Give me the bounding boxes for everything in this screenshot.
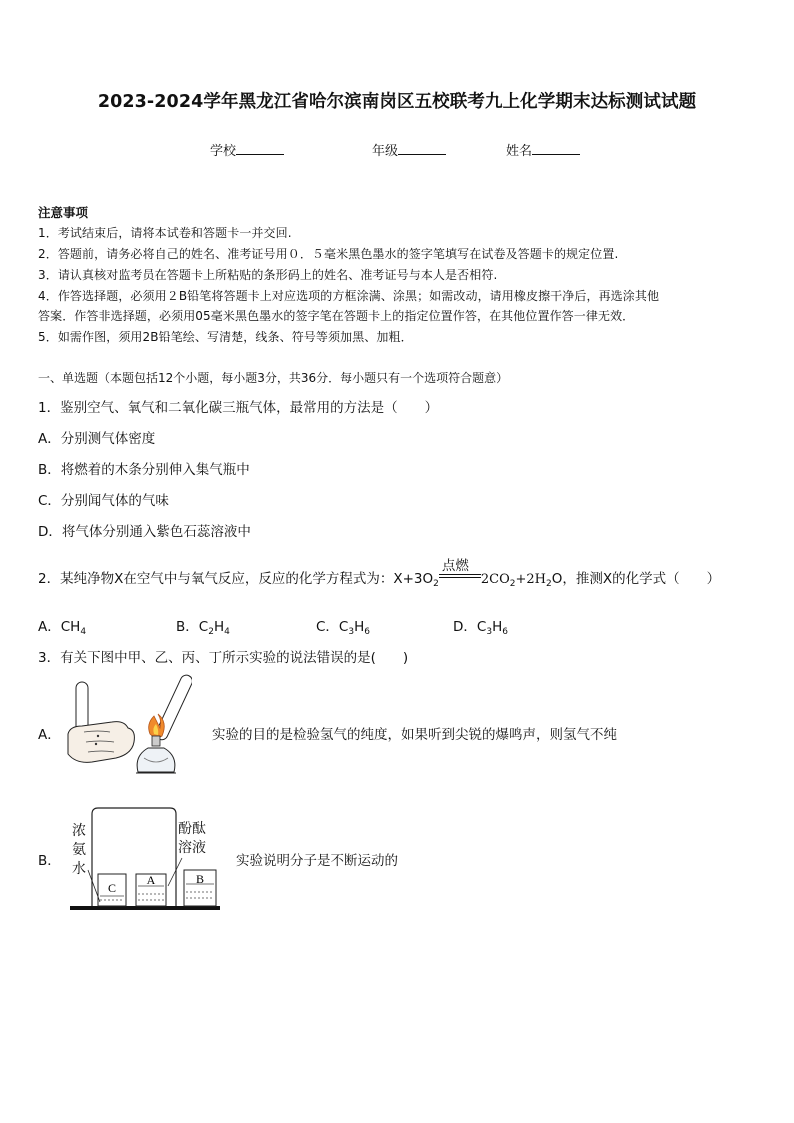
- q1-option-b[interactable]: B．将燃着的木条分别伸入集气瓶中: [38, 462, 250, 478]
- q1-option-d[interactable]: D．将气体分别通入紫色石蕊溶液中: [38, 524, 251, 540]
- option-subscript: 2: [208, 627, 214, 637]
- school-blank[interactable]: [236, 142, 284, 155]
- name-label: 姓名: [506, 144, 533, 159]
- q2-subscript: 2: [546, 579, 552, 589]
- ammonia-label: [72, 822, 86, 879]
- school-label: 学校: [210, 144, 237, 159]
- label-char: 氨: [72, 842, 86, 858]
- option-text: H: [354, 619, 365, 635]
- label-char: 浓: [72, 823, 86, 839]
- option-text: C．C: [316, 619, 349, 635]
- q2-option-a[interactable]: [38, 615, 86, 637]
- grade-blank[interactable]: [398, 142, 446, 155]
- q2-subscript: 2: [433, 579, 439, 589]
- question-3-stem: 3．有关下图中甲、乙、丙、丁所示实验的说法错误的是( ): [38, 650, 409, 666]
- q2-product-co2: 2CO: [480, 572, 510, 587]
- hydrogen-purity-test-figure: [62, 672, 192, 784]
- beaker-a-label: A: [146, 873, 156, 887]
- reaction-condition: 点燃: [441, 558, 469, 574]
- reaction-arrow: [439, 558, 481, 585]
- question-2-stem: [38, 558, 721, 589]
- note-item: 3．请认真核对监考员在答题卡上所粘贴的条形码上的姓名、准考证号与本人是否相符.: [38, 268, 498, 282]
- q3-option-b-label[interactable]: B．: [38, 853, 61, 869]
- q3-option-b-text[interactable]: 实验说明分子是不断运动的: [236, 853, 398, 869]
- option-subscript: 3: [486, 627, 493, 637]
- exam-title: 2023-2024学年黑龙江省哈尔滨南岗区五校联考九上化学期末达标测试试题: [97, 92, 697, 112]
- option-text: H: [492, 619, 503, 635]
- option-text: D．C: [453, 619, 487, 635]
- option-subscript: 3: [348, 627, 355, 637]
- grade-label: 年级: [372, 144, 399, 159]
- option-text: H: [213, 619, 225, 635]
- beaker-c-label: C: [107, 881, 117, 895]
- school-field: [210, 140, 284, 159]
- q3-option-a-text[interactable]: 实验的目的是检验氢气的纯度，如果听到尖锐的爆鸣声，则氢气不纯: [212, 727, 617, 743]
- label-text: 酚酞: [178, 821, 206, 837]
- note-item: 1．考试结束后，请将本试卷和答题卡一并交回.: [38, 226, 292, 240]
- phenolphthalein-label: [178, 820, 206, 858]
- note-item: 4．作答选择题，必须用２B铅笔将答题卡上对应选项的方框涂满、涂黑；如需改动，请用橡皮擦干净后，再选涂其他: [38, 289, 660, 303]
- q2-stem-start: 2．某纯净物X在空气中与氧气反应，反应的化学方程式为：X+3O: [38, 571, 434, 587]
- option-text: B．C: [176, 619, 209, 635]
- notes-heading: 注意事项: [38, 205, 89, 220]
- q1-option-c[interactable]: C．分别闻气体的气味: [38, 493, 169, 509]
- note-item: 5．如需作图，须用2B铅笔绘、写清楚，线条、符号等须加黑、加粗．: [38, 330, 413, 344]
- section-heading: 一、单选题（本题包括12个小题，每小题3分，共36分．每小题只有一个选项符合题意）: [38, 371, 509, 385]
- option-subscript: 6: [364, 627, 370, 637]
- q2-product-h2o: +2H: [515, 572, 546, 587]
- option-subscript: 6: [502, 627, 508, 637]
- q2-option-b[interactable]: [176, 615, 230, 637]
- option-subscript: 4: [224, 627, 230, 637]
- q2-subscript: 2: [509, 579, 516, 589]
- label-char: 水: [72, 861, 86, 877]
- q1-option-a[interactable]: A．分别测气体密度: [38, 431, 156, 447]
- q2-stem-end: O，推测X的化学式（ ）: [551, 571, 721, 587]
- name-field: [506, 140, 580, 159]
- note-item: 2．答题前，请务必将自己的姓名、准考证号用０．５毫米黑色墨水的签字笔填写在试卷及答题卡的规定位置.: [38, 247, 619, 261]
- name-blank[interactable]: [532, 142, 580, 155]
- note-item: 答案．作答非选择题，必须用05毫米黑色墨水的签字笔在答题卡上的指定位置作答，在其他位置作答一律无效．: [38, 309, 635, 323]
- question-1-stem: 1．鉴别空气、氧气和二氧化碳三瓶气体，最常用的方法是（ ）: [38, 400, 439, 416]
- option-subscript: 4: [80, 627, 87, 637]
- label-text: 溶液: [178, 840, 206, 856]
- q3-option-a-label[interactable]: A．: [38, 727, 61, 743]
- beaker-b-label: B: [195, 872, 205, 886]
- option-text: A．CH: [38, 619, 81, 635]
- q2-option-c[interactable]: [316, 615, 370, 637]
- q2-option-d[interactable]: [453, 615, 508, 637]
- grade-field: [372, 140, 446, 159]
